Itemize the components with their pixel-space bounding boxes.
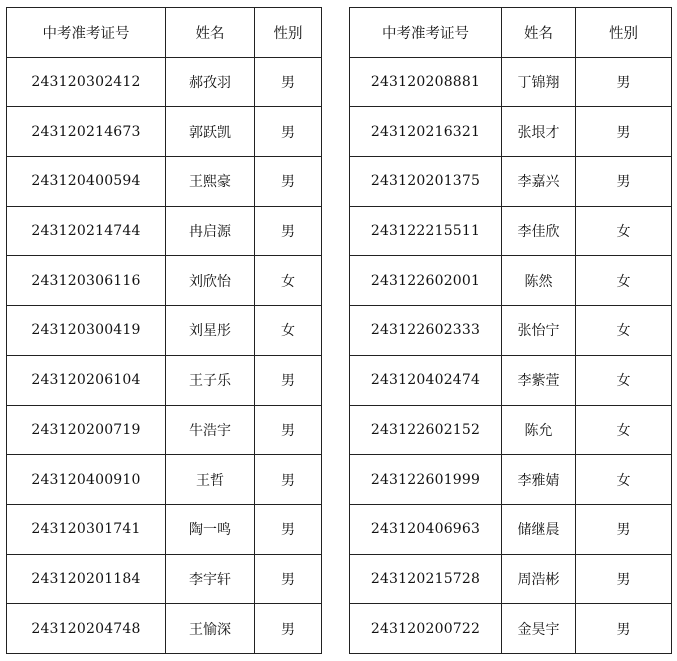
table-row: [7, 355, 322, 405]
gender-cell: 女: [576, 206, 672, 256]
header-name: 姓名: [502, 8, 576, 58]
name-cell: 王哲: [166, 455, 255, 505]
name-cell: 刘欣怡: [166, 256, 255, 306]
exam-id-cell: 243120400910: [7, 455, 166, 505]
gender-cell: 男: [255, 57, 322, 107]
name-cell: 张垠才: [502, 107, 576, 157]
exam-id-cell: 243120200719: [7, 405, 166, 455]
table-row: [350, 554, 672, 604]
table-row: [7, 107, 322, 157]
table-row: [350, 604, 672, 654]
exam-id-cell: 243120200722: [350, 604, 502, 654]
name-cell: 周浩彬: [502, 554, 576, 604]
gender-cell: 男: [576, 554, 672, 604]
name-cell: 李宇轩: [166, 554, 255, 604]
table-row: [7, 206, 322, 256]
table-row: [7, 504, 322, 554]
header-row: [7, 8, 322, 58]
exam-id-cell: 243120216321: [350, 107, 502, 157]
header-exam-id: 中考准考证号: [7, 8, 166, 58]
exam-id-cell: 243120201184: [7, 554, 166, 604]
gender-cell: 男: [255, 554, 322, 604]
gender-cell: 男: [255, 604, 322, 654]
name-cell: 郝孜羽: [166, 57, 255, 107]
table-row: [350, 157, 672, 207]
exam-id-cell: 243120301741: [7, 504, 166, 554]
gender-cell: 男: [255, 107, 322, 157]
gender-cell: 男: [255, 157, 322, 207]
table-row: [350, 355, 672, 405]
exam-id-cell: 243120215728: [350, 554, 502, 604]
name-cell: 李雅婧: [502, 455, 576, 505]
table-row: [7, 455, 322, 505]
exam-id-cell: 243120214673: [7, 107, 166, 157]
name-cell: 金昊宇: [502, 604, 576, 654]
gender-cell: 女: [576, 455, 672, 505]
table-row: [350, 107, 672, 157]
table-row: [350, 504, 672, 554]
table-row: [7, 604, 322, 654]
exam-id-cell: 243120206104: [7, 355, 166, 405]
table-row: [350, 206, 672, 256]
table-row: [350, 306, 672, 356]
name-cell: 张怡宁: [502, 306, 576, 356]
table-row: [7, 256, 322, 306]
exam-id-cell: 243120208881: [350, 57, 502, 107]
name-cell: 冉启源: [166, 206, 255, 256]
name-cell: 刘星彤: [166, 306, 255, 356]
gender-cell: 女: [576, 306, 672, 356]
name-cell: 陈允: [502, 405, 576, 455]
gender-cell: 女: [576, 256, 672, 306]
exam-id-cell: 243120400594: [7, 157, 166, 207]
roster-table-right: [349, 7, 672, 654]
header-gender: 性别: [255, 8, 322, 58]
header-exam-id: 中考准考证号: [350, 8, 502, 58]
name-cell: 丁锦翔: [502, 57, 576, 107]
gender-cell: 女: [576, 355, 672, 405]
exam-id-cell: 243120204748: [7, 604, 166, 654]
exam-id-cell: 243120406963: [350, 504, 502, 554]
table-row: [350, 405, 672, 455]
exam-id-cell: 243122601999: [350, 455, 502, 505]
exam-id-cell: 243120300419: [7, 306, 166, 356]
gender-cell: 女: [255, 306, 322, 356]
name-cell: 郭跃凯: [166, 107, 255, 157]
gender-cell: 男: [576, 57, 672, 107]
table-row: [7, 306, 322, 356]
name-cell: 王愉深: [166, 604, 255, 654]
gender-cell: 男: [576, 604, 672, 654]
name-cell: 李嘉兴: [502, 157, 576, 207]
exam-id-cell: 243122215511: [350, 206, 502, 256]
roster-table-left: [6, 7, 322, 654]
gender-cell: 女: [255, 256, 322, 306]
name-cell: 陶一鸣: [166, 504, 255, 554]
header-row: [350, 8, 672, 58]
name-cell: 王子乐: [166, 355, 255, 405]
name-cell: 王熙豪: [166, 157, 255, 207]
roster-body-left: [7, 57, 322, 653]
table-row: [7, 554, 322, 604]
gender-cell: 男: [255, 206, 322, 256]
table-row: [350, 256, 672, 306]
name-cell: 李佳欣: [502, 206, 576, 256]
gender-cell: 男: [576, 107, 672, 157]
exam-id-cell: 243122602333: [350, 306, 502, 356]
gender-cell: 男: [255, 504, 322, 554]
table-row: [350, 455, 672, 505]
table-row: [7, 405, 322, 455]
name-cell: 储继晨: [502, 504, 576, 554]
exam-id-cell: 243120214744: [7, 206, 166, 256]
gender-cell: 男: [255, 455, 322, 505]
table-row: [7, 157, 322, 207]
exam-id-cell: 243120402474: [350, 355, 502, 405]
name-cell: 陈然: [502, 256, 576, 306]
name-cell: 牛浩宇: [166, 405, 255, 455]
exam-id-cell: 243122602152: [350, 405, 502, 455]
table-row: [350, 57, 672, 107]
exam-id-cell: 243120306116: [7, 256, 166, 306]
header-gender: 性别: [576, 8, 672, 58]
exam-id-cell: 243122602001: [350, 256, 502, 306]
gender-cell: 男: [576, 157, 672, 207]
name-cell: 李紫萱: [502, 355, 576, 405]
gender-cell: 男: [255, 355, 322, 405]
gender-cell: 男: [255, 405, 322, 455]
roster-body-right: [350, 57, 672, 653]
table-row: [7, 57, 322, 107]
exam-id-cell: 243120302412: [7, 57, 166, 107]
gender-cell: 男: [576, 504, 672, 554]
exam-id-cell: 243120201375: [350, 157, 502, 207]
header-name: 姓名: [166, 8, 255, 58]
gender-cell: 女: [576, 405, 672, 455]
